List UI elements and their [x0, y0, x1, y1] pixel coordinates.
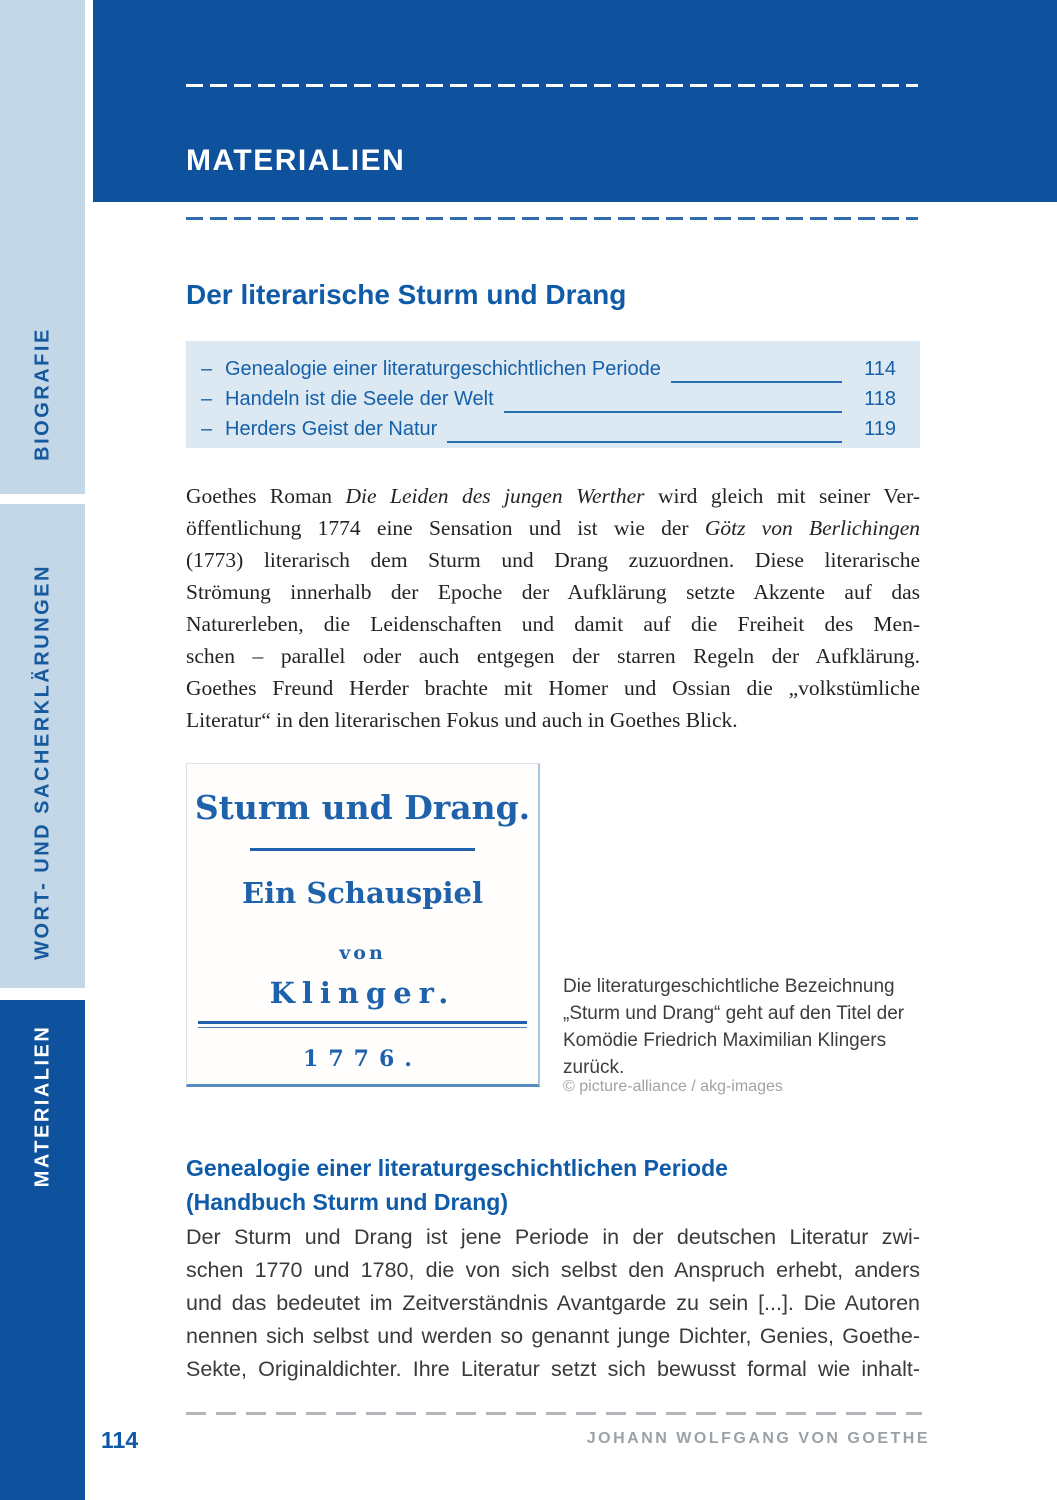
running-title: JOHANN WOLFGANG VON GOETHE [586, 1430, 930, 1447]
section-toc-box [186, 341, 920, 448]
text-line: Goethes Roman Die Leiden des jungen Werther wird gleich mit seiner Ver- [186, 484, 920, 508]
text-line: Literatur“ in den literarischen Fokus und auch in Goethes Blick. [186, 708, 738, 732]
page-number: 114 [101, 1427, 139, 1453]
text-line: nennen sich selbst und werden so genannt junge Dichter, Genies, Goethe- [186, 1324, 920, 1348]
toc-entry-page: 118 [864, 388, 896, 410]
toc-entry-label: Herders Geist der Natur [225, 418, 438, 440]
chapter-header-band [93, 0, 1057, 202]
toc-entry-label: Genealogie einer literaturgeschichtlichen Periode [225, 358, 661, 380]
subsection-heading-line1: Genealogie einer literaturgeschichtlichen Periode [186, 1155, 728, 1181]
toc-dash-marker: – [201, 388, 213, 410]
toc-leader-line [447, 441, 842, 443]
text-line: und das bedeutet im Zeitverständnis Avantgarde zu sein [...]. Die Autoren [186, 1291, 920, 1315]
sidebar-tab-materialien-active [0, 1000, 85, 1500]
sidebar-tab-label: MATERIALIEN [31, 1024, 53, 1188]
plate-double-rule-bottom [198, 1027, 528, 1028]
subsection-heading [186, 1151, 920, 1219]
plate-year: 1776. [303, 1046, 422, 1072]
text-line: (1773) literarisch dem Sturm und Drang zuzuordnen. Diese literarische [186, 548, 920, 572]
sidebar-tab-label: BIOGRAFIE [31, 327, 53, 461]
toc-leader-line [671, 381, 842, 383]
intro-paragraph [186, 480, 920, 736]
toc-entry-page: 114 [864, 358, 896, 380]
toc-dash-marker: – [201, 418, 213, 440]
text-line: Sekte, Originaldichter. Ihre Literatur setzt sich bewusst formal wie inhalt- [186, 1357, 920, 1381]
figure-caption: Die literaturgeschichtliche Bezeichnung „Sturm und Drang“ geht auf den Titel der Komödie Friedrich Maximilian Klingers zurück. [563, 976, 905, 1078]
text-line: schen – parallel oder auch entgegen der starren Regeln der Aufklärung. [186, 644, 920, 668]
sidebar-tab-label: WORT- UND SACHERKLÄRUNGEN [31, 564, 53, 960]
plate-rule [250, 848, 475, 851]
subsection-paragraph [186, 1221, 920, 1386]
toc-leader-line [504, 411, 842, 413]
subsection-heading-line2: (Handbuch Sturm und Drang) [186, 1189, 508, 1215]
header-dashed-rule [186, 84, 918, 87]
toc-entry-page: 119 [864, 418, 896, 440]
text-line: Goethes Freund Herder brachte mit Homer und Ossian die „volkstümliche [186, 676, 920, 700]
sturm-und-drang-title-page-image [186, 763, 540, 1087]
text-line: Naturerleben, die Leidenschaften und damit auf die Freiheit des Men- [186, 612, 920, 636]
sidebar-tab-biografie [0, 0, 85, 494]
text-line: öffentlichung 1774 eine Sensation und ist wie der Götz von Berlichingen [186, 516, 920, 540]
toc-entry-label: Handeln ist die Seele der Welt [225, 388, 494, 410]
figure-credit: © picture-alliance / akg-images [563, 1078, 783, 1095]
text-line: Der Sturm und Drang ist jene Periode in der deutschen Literatur zwi- [186, 1225, 920, 1249]
toc-dash-marker: – [201, 358, 213, 380]
section-title: Der literarische Sturm und Drang [186, 279, 627, 310]
sidebar-tab-wort-und-sacherklaerungen [0, 504, 85, 988]
footer-dashed-rule [186, 1412, 922, 1415]
toc-row [201, 388, 896, 418]
plate-byline: von [339, 942, 386, 964]
plate-title: Sturm und Drang. [194, 788, 531, 827]
plate-subtitle: Ein Schauspiel [242, 876, 483, 910]
plate-double-rule-top [198, 1021, 528, 1024]
toc-row [201, 358, 896, 388]
below-header-dashed-rule [186, 217, 918, 220]
plate-author: Klinger. [269, 976, 456, 1010]
text-line: schen 1770 und 1780, die von sich selbst den Anspruch erhebt, anders [186, 1258, 920, 1282]
text-line: Strömung innerhalb der Epoche der Aufklärung setzte Akzente auf das [186, 580, 920, 604]
chapter-title: MATERIALIEN [186, 144, 406, 177]
toc-row [201, 418, 896, 448]
